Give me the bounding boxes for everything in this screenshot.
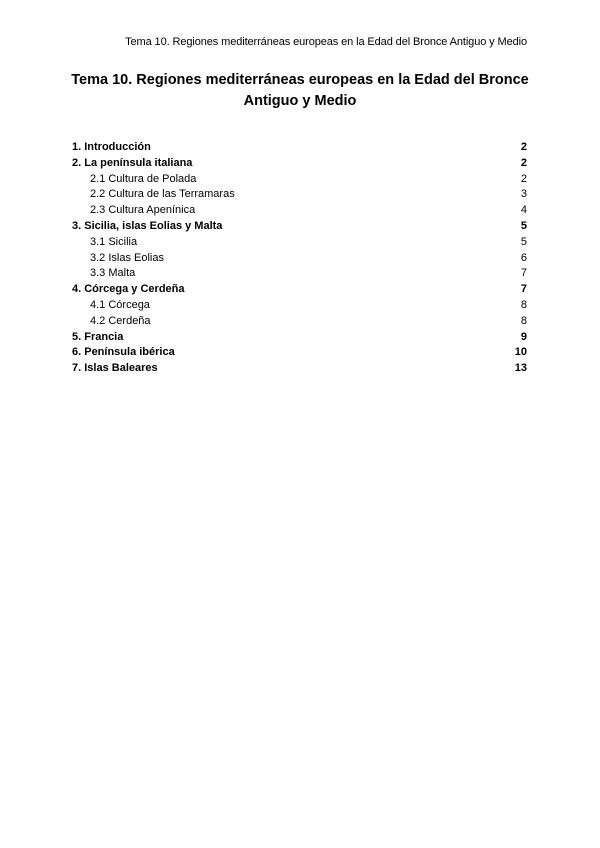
toc-entry-sicilia[interactable] bbox=[72, 235, 527, 251]
toc-entry-peninsula-italiana[interactable] bbox=[72, 156, 527, 172]
toc-entry-page-number: 2 bbox=[520, 141, 527, 153]
toc-entry-label: 2.1 Cultura de Polada bbox=[90, 172, 197, 185]
toc-entry-label: 4.1 Córcega bbox=[90, 298, 150, 311]
toc-entry-label: 2. La península italiana bbox=[72, 156, 193, 169]
toc-entry-page-number: 3 bbox=[520, 188, 527, 201]
toc-entry-page-number: 2 bbox=[520, 172, 527, 185]
table-of-contents bbox=[72, 140, 527, 377]
toc-entry-malta[interactable] bbox=[72, 266, 527, 282]
document-title-line-1: Tema 10. Regiones mediterráneas europeas en la Edad del Bronce bbox=[71, 72, 529, 88]
toc-entry-page-number: 7 bbox=[520, 283, 527, 296]
toc-entry-page-number: 8 bbox=[520, 314, 527, 327]
toc-entry-page-number: 4 bbox=[520, 204, 527, 217]
toc-entry-peninsula-iberica[interactable] bbox=[72, 345, 527, 361]
toc-entry-label: 3.2 Islas Eolias bbox=[90, 251, 164, 264]
toc-entry-label: 2.3 Cultura Apenínica bbox=[90, 204, 196, 217]
toc-entry-label: 6. Península ibérica bbox=[72, 346, 175, 359]
toc-entry-label: 4.2 Cerdeña bbox=[90, 314, 151, 327]
toc-entry-islas-eolias[interactable] bbox=[72, 251, 527, 267]
toc-entry-label: 5. Francia bbox=[72, 330, 124, 343]
toc-entry-page-number: 5 bbox=[520, 219, 527, 232]
toc-entry-page-number: 9 bbox=[520, 330, 527, 343]
toc-entry-page-number: 2 bbox=[520, 156, 527, 169]
toc-entry-label: 1. Introducción bbox=[72, 141, 151, 153]
toc-entry-francia[interactable] bbox=[72, 330, 527, 346]
document-title bbox=[60, 70, 540, 112]
toc-entry-cultura-polada[interactable] bbox=[72, 172, 527, 188]
toc-entry-cerdena[interactable] bbox=[72, 314, 527, 330]
toc-entry-label: 3. Sicilia, islas Eolias y Malta bbox=[72, 219, 223, 232]
toc-entry-label: 7. Islas Baleares bbox=[72, 362, 158, 375]
toc-entry-page-number: 7 bbox=[520, 267, 527, 280]
toc-entry-islas-baleares[interactable] bbox=[72, 361, 527, 377]
toc-entry-label: 3.3 Malta bbox=[90, 267, 136, 280]
toc-entry-page-number: 10 bbox=[514, 346, 527, 359]
toc-entry-label: 3.1 Sicilia bbox=[90, 235, 138, 248]
toc-entry-sicilia-eolias-malta[interactable] bbox=[72, 219, 527, 235]
toc-entry-label: 2.2 Cultura de las Terramaras bbox=[90, 188, 235, 201]
document-title-line-2: Antiguo y Medio bbox=[243, 93, 357, 109]
toc-entry-cultura-terramaras[interactable] bbox=[72, 187, 527, 203]
toc-entry-cultura-apeninica[interactable] bbox=[72, 203, 527, 219]
toc-entry-label: 4. Córcega y Cerdeña bbox=[72, 283, 185, 296]
running-header: Tema 10. Regiones mediterráneas europeas en la Edad del Bronce Antiguo y Medio bbox=[125, 36, 527, 48]
toc-entry-corcega-cerdena[interactable] bbox=[72, 282, 527, 298]
toc-entry-corcega[interactable] bbox=[72, 298, 527, 314]
toc-entry-page-number: 5 bbox=[520, 235, 527, 248]
toc-entry-page-number: 8 bbox=[520, 298, 527, 311]
toc-entry-introduccion[interactable] bbox=[72, 140, 527, 156]
toc-entry-page-number: 6 bbox=[520, 251, 527, 264]
toc-entry-page-number: 13 bbox=[514, 362, 527, 375]
